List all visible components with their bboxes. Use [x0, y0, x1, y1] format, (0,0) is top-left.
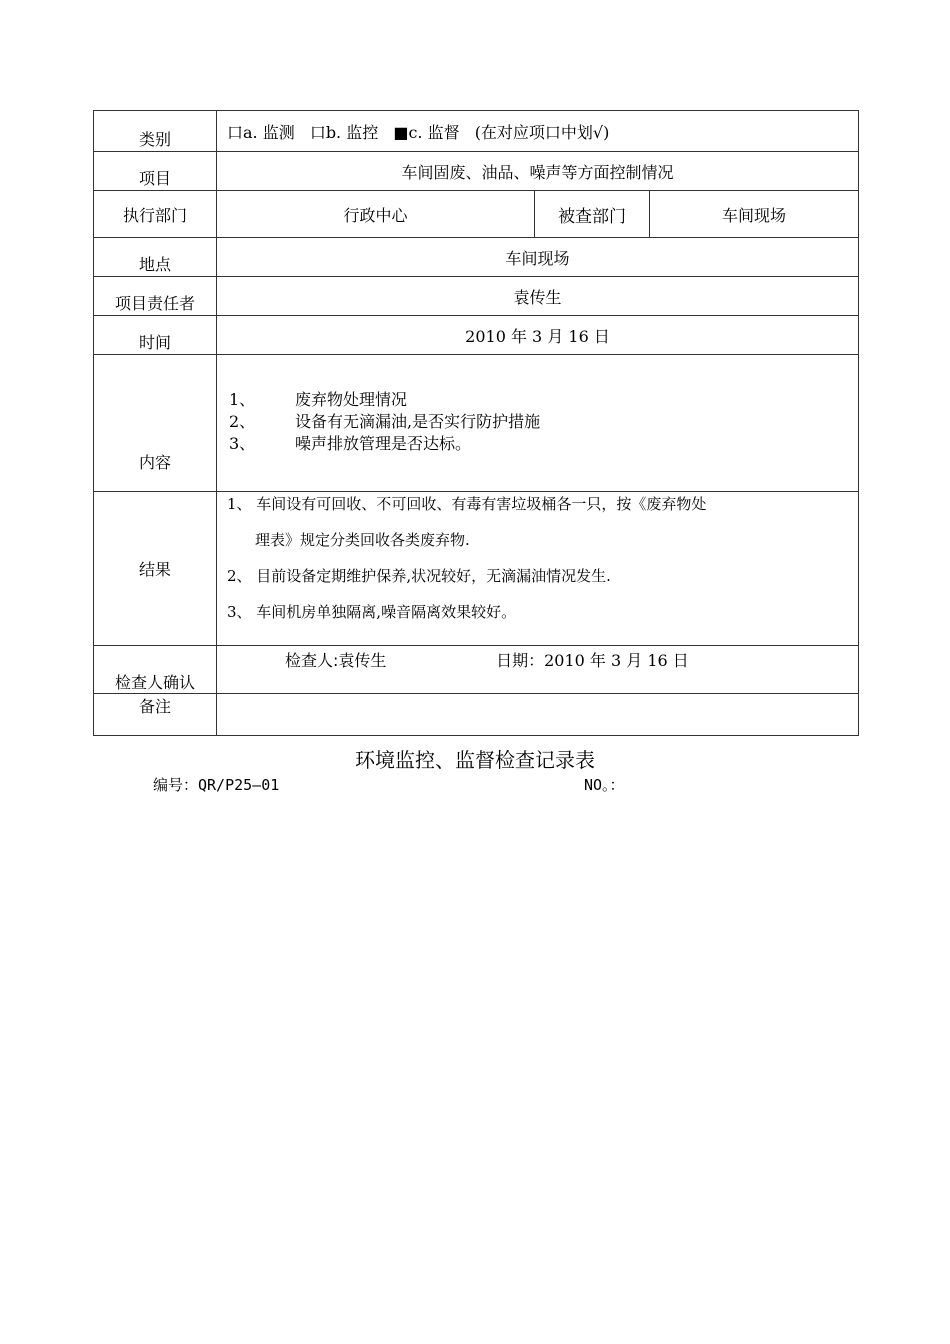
option-a-checkbox[interactable]: 口a. 监测: [227, 122, 295, 142]
content-label: 内容: [94, 355, 217, 492]
department-row: [94, 191, 859, 238]
result-list: [227, 492, 858, 624]
location-value: 车间现场: [217, 238, 859, 277]
project-value: 车间固废、油品、噪声等方面控制情况: [217, 152, 859, 191]
list-item: 2、 设备有无滴漏油,是否实行防护措施: [229, 412, 541, 431]
category-label: 类别: [94, 111, 217, 152]
option-b-checkbox[interactable]: 口b. 监控: [309, 122, 379, 142]
time-label: 时间: [94, 316, 217, 355]
owner-row: [94, 277, 859, 316]
confirm-cell: [217, 646, 859, 694]
result-line-2: 2、 目前设备定期维护保养,状况较好，无滴漏油情况发生.: [227, 567, 611, 585]
category-note: (在对应项口中划√): [474, 122, 610, 142]
inspector-name: 检查人:袁传生: [285, 651, 387, 670]
content-cell: [217, 355, 859, 492]
result-line-1: 1、 车间设有可回收、不可回收、有毒有害垃圾桶各一只，按《废弃物处: [227, 495, 707, 513]
project-label: 项目: [94, 152, 217, 191]
time-value: 2010 年 3 月 16 日: [217, 316, 859, 355]
location-row: [94, 238, 859, 277]
result-cell: [217, 492, 859, 646]
inspected-dept-value: 车间现场: [650, 191, 859, 238]
category-row: [94, 111, 859, 152]
owner-value: 袁传生: [217, 277, 859, 316]
category-options: [217, 111, 859, 152]
executing-dept-value: 行政中心: [217, 191, 535, 238]
inspected-dept-label: 被查部门: [535, 191, 650, 238]
document-number: NO。：: [584, 776, 625, 794]
remarks-value[interactable]: [217, 694, 859, 736]
location-label: 地点: [94, 238, 217, 277]
time-row: [94, 316, 859, 355]
remarks-row: [94, 694, 859, 736]
inspection-form-table: [93, 110, 859, 736]
result-line-3: 3、 车间机房单独隔离,噪音隔离效果较好。: [227, 603, 517, 621]
list-item: 3、 噪声排放管理是否达标。: [229, 434, 472, 453]
document-code: 编号：QR/P25—01: [153, 776, 280, 794]
result-row: [94, 492, 859, 646]
inspection-date: 日期：2010 年 3 月 16 日: [496, 651, 689, 670]
project-row: [94, 152, 859, 191]
owner-label: 项目责任者: [94, 277, 217, 316]
remarks-label: 备注: [94, 694, 217, 736]
result-line-1b: 理表》规定分类回收各类废弃物.: [255, 531, 470, 549]
content-list: [229, 389, 858, 455]
result-label: 结果: [94, 492, 217, 646]
confirm-label: 检查人确认: [94, 646, 217, 694]
document-title: 环境监控、监督检查记录表: [355, 748, 595, 772]
content-row: [94, 355, 859, 492]
list-item: 1、 废弃物处理情况: [229, 390, 408, 409]
option-c-checkbox[interactable]: ■c. 监督: [393, 122, 460, 142]
confirm-row: [94, 646, 859, 694]
executing-dept-label: 执行部门: [94, 191, 217, 238]
